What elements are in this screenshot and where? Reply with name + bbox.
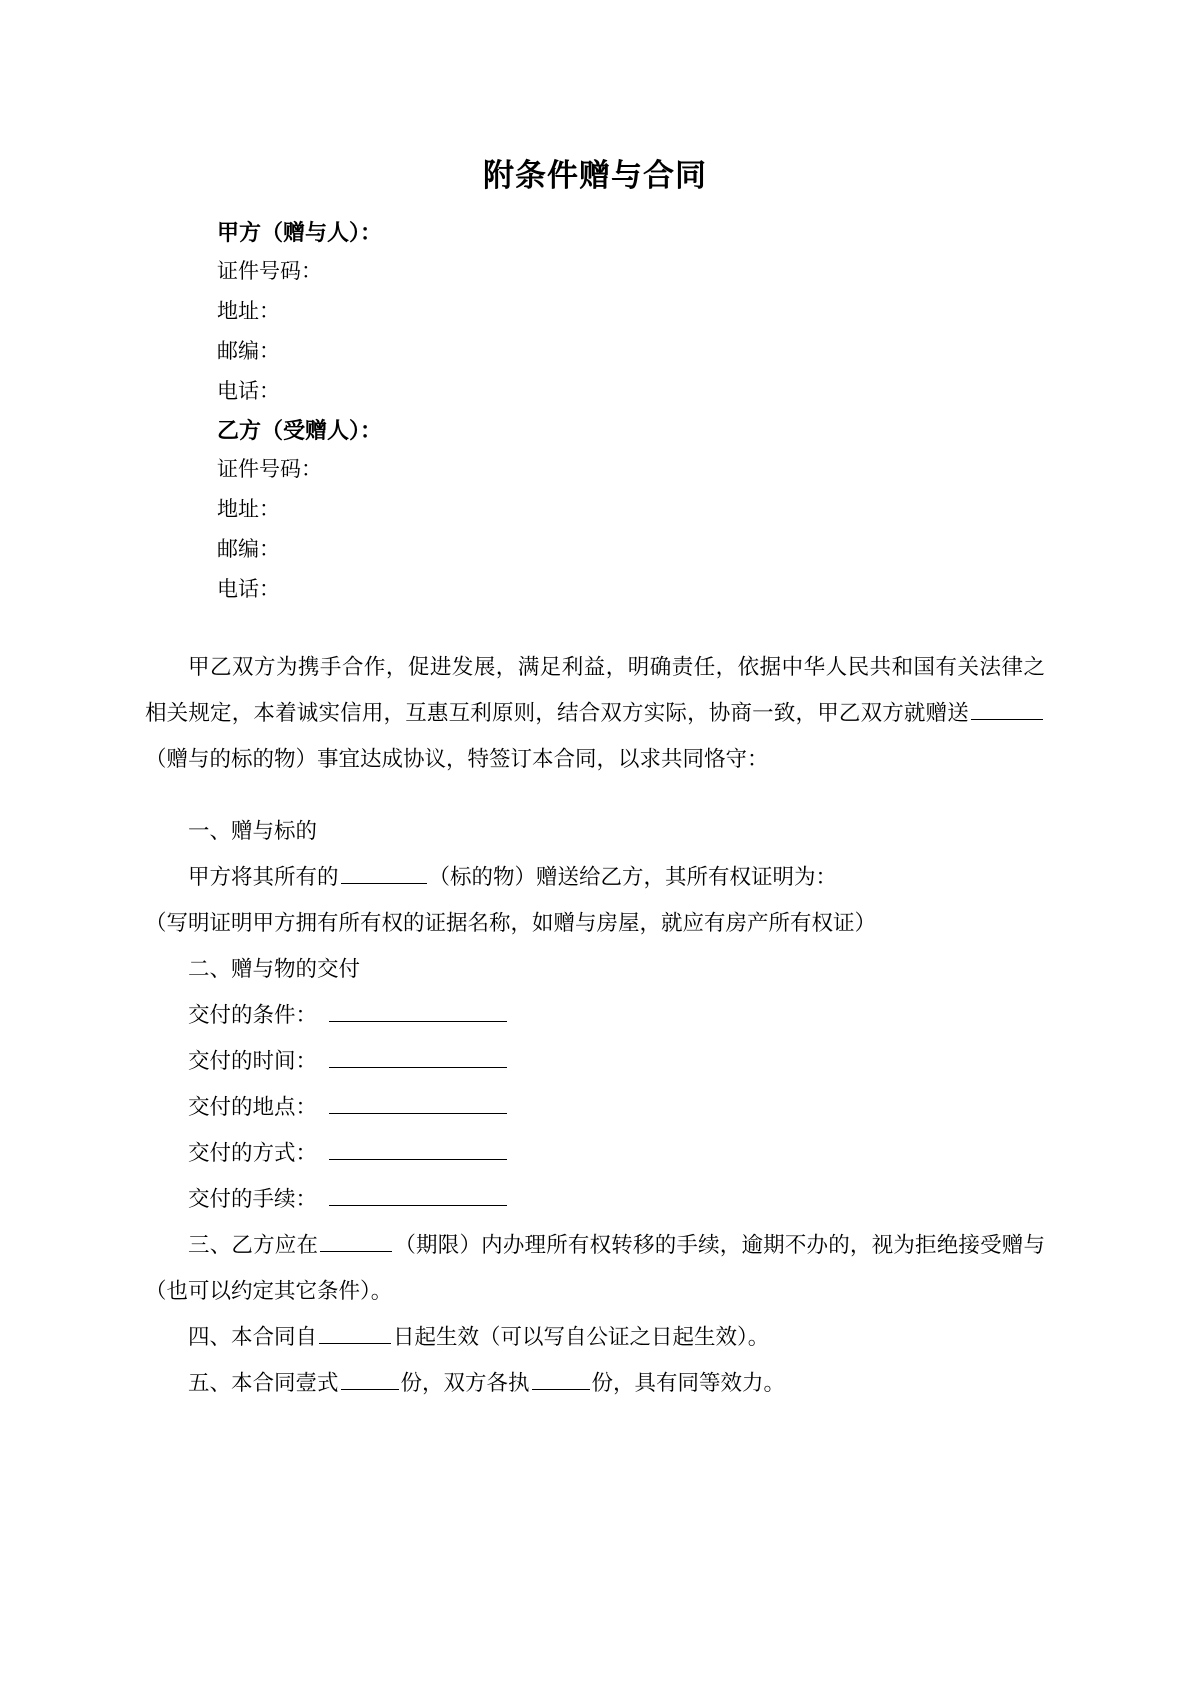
preamble-text-part2: （赠与的标的物）事宜达成协议，特签订本合同，以求共同恪守：	[145, 747, 769, 772]
clause-1-heading: 一、赠与标的	[188, 819, 318, 844]
clause-4-body	[145, 1315, 1045, 1361]
delivery-place-line	[145, 1085, 1045, 1131]
clause-5-text-part2: 份，双方各执	[400, 1371, 530, 1396]
party-b-address-field: 地址：	[217, 497, 280, 521]
party-a-heading: 甲方（赠与人）：	[217, 221, 383, 246]
clause-1-text-part2: （标的物）赠送给乙方，其所有权证明为：	[428, 865, 838, 890]
clause-4-text-part1: 四、本合同自	[188, 1325, 318, 1350]
clause-3-text-part2: （期限）内办理所有权转移的手续，逾期不办的，视为拒绝接受赠与（也可以约定其它条件）。	[145, 1233, 1045, 1304]
preamble-text-part1: 甲乙双方为携手合作，促进发展，满足利益，明确责任，依据中华人民共和国有关法律之相关规定，本着诚实信用，互惠互利原则，结合双方实际，协商一致，甲乙双方就赠送	[145, 655, 1045, 726]
delivery-procedure-label: 交付的手续：	[188, 1187, 318, 1212]
clause-4-text-part2: 日起生效（可以写自公证之日起生效）。	[393, 1325, 770, 1350]
delivery-time-label: 交付的时间：	[188, 1049, 318, 1074]
clause-5-blank-2	[532, 1368, 590, 1391]
delivery-procedure-line	[145, 1177, 1045, 1223]
clause-1-blank	[341, 862, 427, 885]
clause-1-text-part1: 甲方将其所有的	[188, 865, 339, 890]
delivery-time-line	[145, 1039, 1045, 1085]
spacer	[145, 619, 1045, 645]
party-a-id-field: 证件号码：	[217, 259, 322, 283]
page-title: 附条件赠与合同	[483, 158, 707, 194]
clause-5-body	[145, 1361, 1045, 1407]
clause-5-blank-1	[341, 1368, 399, 1391]
delivery-condition-blank	[329, 1000, 507, 1023]
party-b-heading: 乙方（受赠人）：	[217, 419, 383, 444]
clause-3-blank	[320, 1230, 392, 1253]
party-a-block	[145, 223, 1045, 402]
clause-2-heading: 二、赠与物的交付	[188, 957, 361, 982]
preamble-paragraph	[145, 645, 1045, 783]
delivery-place-label: 交付的地点：	[188, 1095, 318, 1120]
party-b-id-field: 证件号码：	[217, 457, 322, 481]
delivery-method-line	[145, 1131, 1045, 1177]
party-a-phone-field: 电话：	[217, 379, 280, 403]
party-b-postcode-field: 邮编：	[217, 537, 280, 561]
delivery-method-blank	[329, 1138, 507, 1161]
clause-5-text-part1: 五、本合同壹式	[188, 1371, 339, 1396]
clause-1-body	[145, 855, 1045, 901]
delivery-condition-line	[145, 993, 1045, 1039]
delivery-time-blank	[329, 1046, 507, 1069]
clause-3-body	[145, 1223, 1045, 1315]
spacer	[145, 783, 1045, 809]
delivery-procedure-blank	[329, 1184, 507, 1207]
preamble-blank	[971, 698, 1043, 721]
party-b-phone-field: 电话：	[217, 577, 280, 601]
clause-5-text-part3: 份，具有同等效力。	[591, 1371, 786, 1396]
clause-4-blank	[319, 1322, 391, 1345]
delivery-condition-label: 交付的条件：	[188, 1003, 318, 1028]
clause-3-text-part1: 三、乙方应在	[188, 1233, 319, 1258]
clause-1-note: （写明证明甲方拥有所有权的证据名称，如赠与房屋，就应有房产所有权证）	[145, 911, 877, 936]
delivery-method-label: 交付的方式：	[188, 1141, 318, 1166]
delivery-place-blank	[329, 1092, 507, 1115]
party-b-block	[145, 421, 1045, 600]
party-a-postcode-field: 邮编：	[217, 339, 280, 363]
party-a-address-field: 地址：	[217, 299, 280, 323]
